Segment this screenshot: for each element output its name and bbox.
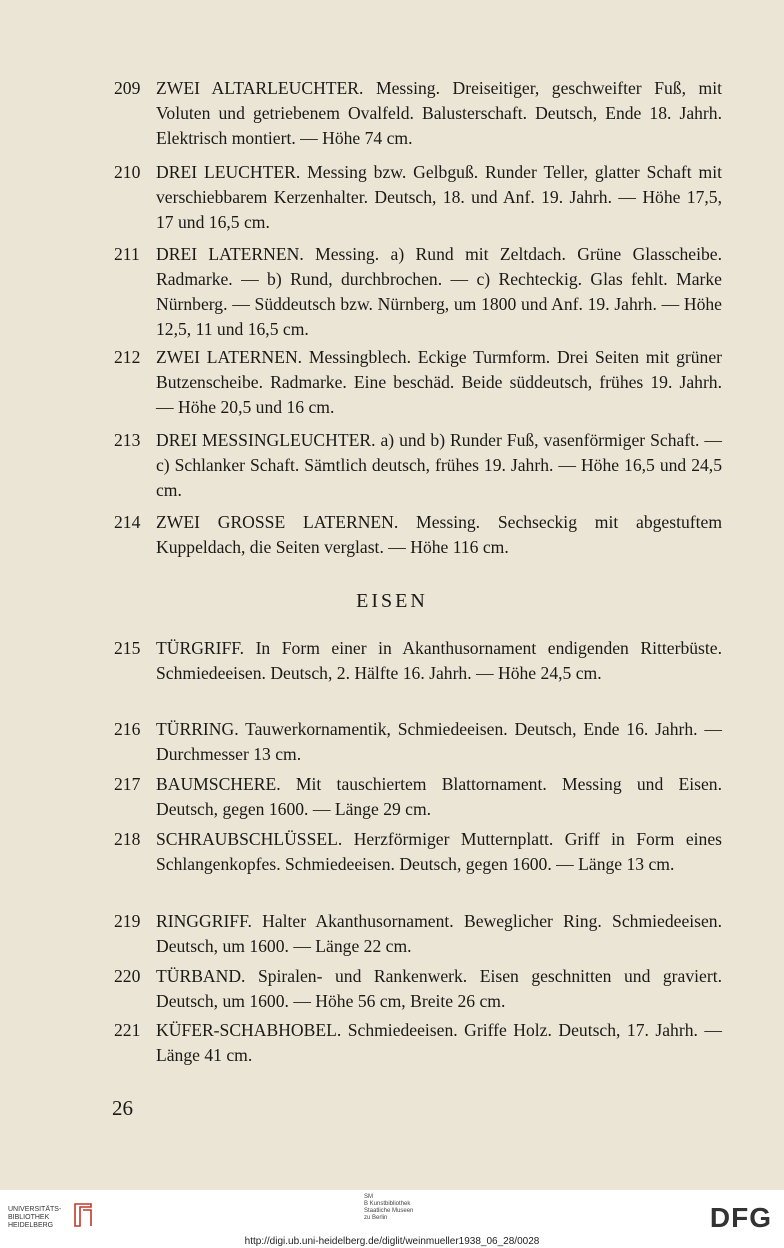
catalog-entry <box>114 242 722 342</box>
institution-line: UNIVERSITÄTS- <box>8 1206 62 1213</box>
section-heading: EISEN <box>356 590 428 612</box>
catalog-entry <box>114 160 722 235</box>
entry-number: 209 <box>114 78 141 98</box>
university-logo-icon <box>72 1202 94 1228</box>
catalog-entry <box>114 909 722 959</box>
catalog-entry <box>114 1018 722 1068</box>
catalog-entry <box>114 964 722 1014</box>
institution-line: SM <box>364 1194 373 1200</box>
entry-text: TÜRRING. Tauwerkornamentik, Schmiedeeisen. Deutsch, Ende 16. Jahrh. — Durchmesser 13 cm. <box>156 719 722 764</box>
entry-text: TÜRGRIFF. In Form einer in Akanthusornament endigenden Ritterbüste. Schmiedeeisen. Deutsch, 2. Hälfte 16. Jahrh. — Höhe 24,5 cm. <box>156 638 722 683</box>
digitization-footer <box>0 1190 784 1248</box>
institution-line: HEIDELBERG <box>8 1222 54 1229</box>
dfg-logo: DFG <box>709 1202 772 1233</box>
institution-line: Staatliche Museen <box>364 1208 414 1214</box>
entry-text: SCHRAUBSCHLÜSSEL. Herzförmiger Mutternplatt. Griff in Form eines Schlangenkopfes. Schmiedeeisen. Deutsch, gegen 1600. — Länge 13 cm. <box>156 829 722 874</box>
entry-number: 220 <box>114 966 141 986</box>
entry-text: DREI MESSINGLEUCHTER. a) und b) Runder Fuß, vasenförmiger Schaft. — c) Schlanker Schaft. Sämtlich deutsch, frühes 19. Jahrh. — Höhe 16,5 und 24,5 cm. <box>156 430 722 500</box>
catalog-entry <box>114 510 722 560</box>
entry-text: ZWEI LATERNEN. Messingblech. Eckige Turmform. Drei Seiten mit grüner Butzenscheibe. Radmarke. Eine beschäd. Beide süddeutsch, frühes 19. Jahrh. — Höhe 20,5 und 16 cm. <box>156 347 722 417</box>
entry-number: 216 <box>114 719 141 739</box>
catalog-entry <box>114 717 722 767</box>
entry-number: 221 <box>114 1020 141 1040</box>
entry-text: KÜFER-SCHABHOBEL. Schmiedeeisen. Griffe Holz. Deutsch, 17. Jahrh. — Länge 41 cm. <box>156 1020 722 1065</box>
entry-text: BAUMSCHERE. Mit tauschiertem Blattornament. Messing und Eisen. Deutsch, gegen 1600. — Länge 29 cm. <box>156 774 722 819</box>
entry-number: 218 <box>114 829 141 849</box>
catalog-entry <box>114 345 722 420</box>
catalog-entry <box>114 827 722 877</box>
entry-number: 215 <box>114 638 141 658</box>
page-number: 26 <box>112 1096 133 1120</box>
catalog-entry <box>114 636 722 686</box>
institution-line: B Kunstbibliothek <box>364 1201 411 1207</box>
institution-line: BIBLIOTHEK <box>8 1214 50 1221</box>
entry-text: DREI LEUCHTER. Messing bzw. Gelbguß. Runder Teller, glatter Schaft mit verschiebbarem Kerzenhalter. Deutsch, 18. und Anf. 19. Jahrh. — Höhe 17,5, 17 und 16,5 cm. <box>156 162 722 232</box>
entry-number: 212 <box>114 347 141 367</box>
entry-number: 210 <box>114 162 141 182</box>
lending-institution <box>364 1194 413 1222</box>
catalog-entry <box>114 772 722 822</box>
entry-text: DREI LATERNEN. Messing. a) Rund mit Zeltdach. Grüne Glasscheibe. Radmarke. — b) Rund, durchbrochen. — c) Rechteckig. Glas fehlt. Marke Nürnberg. — Süddeutsch bzw. Nürnberg, um 1800 und Anf. 19. Jahrh. — Höhe 12,5, 11 und 16,5 cm. <box>156 244 722 339</box>
entry-text: ZWEI GROSSE LATERNEN. Messing. Sechseckig mit abgestuftem Kuppeldach, die Seiten verglast. — Höhe 116 cm. <box>156 512 722 557</box>
institution-name <box>8 1206 61 1230</box>
entry-text: ZWEI ALTARLEUCHTER. Messing. Dreiseitiger, geschweifter Fuß, mit Voluten und getriebenem Ovalfeld. Balusterschaft. Deutsch, Ende 18. Jahrh. Elektrisch montiert. — Höhe 74 cm. <box>156 78 722 148</box>
entry-number: 211 <box>114 244 140 264</box>
entry-number: 213 <box>114 430 141 450</box>
institution-line: zu Berlin <box>364 1215 388 1221</box>
entry-number: 219 <box>114 911 141 931</box>
entry-number: 214 <box>114 512 141 532</box>
catalog-entry <box>114 76 722 151</box>
entry-text: TÜRBAND. Spiralen- und Rankenwerk. Eisen geschnitten und graviert. Deutsch, um 1600. — Höhe 56 cm, Breite 26 cm. <box>156 966 722 1011</box>
entry-text: RINGGRIFF. Halter Akanthusornament. Beweglicher Ring. Schmiedeeisen. Deutsch, um 1600. — Länge 22 cm. <box>156 911 722 956</box>
permalink-url[interactable]: http://digi.ub.uni-heidelberg.de/diglit/weinmueller1938_06_28/0028 <box>244 1236 540 1247</box>
entry-number: 217 <box>114 774 141 794</box>
catalog-entry <box>114 428 722 503</box>
